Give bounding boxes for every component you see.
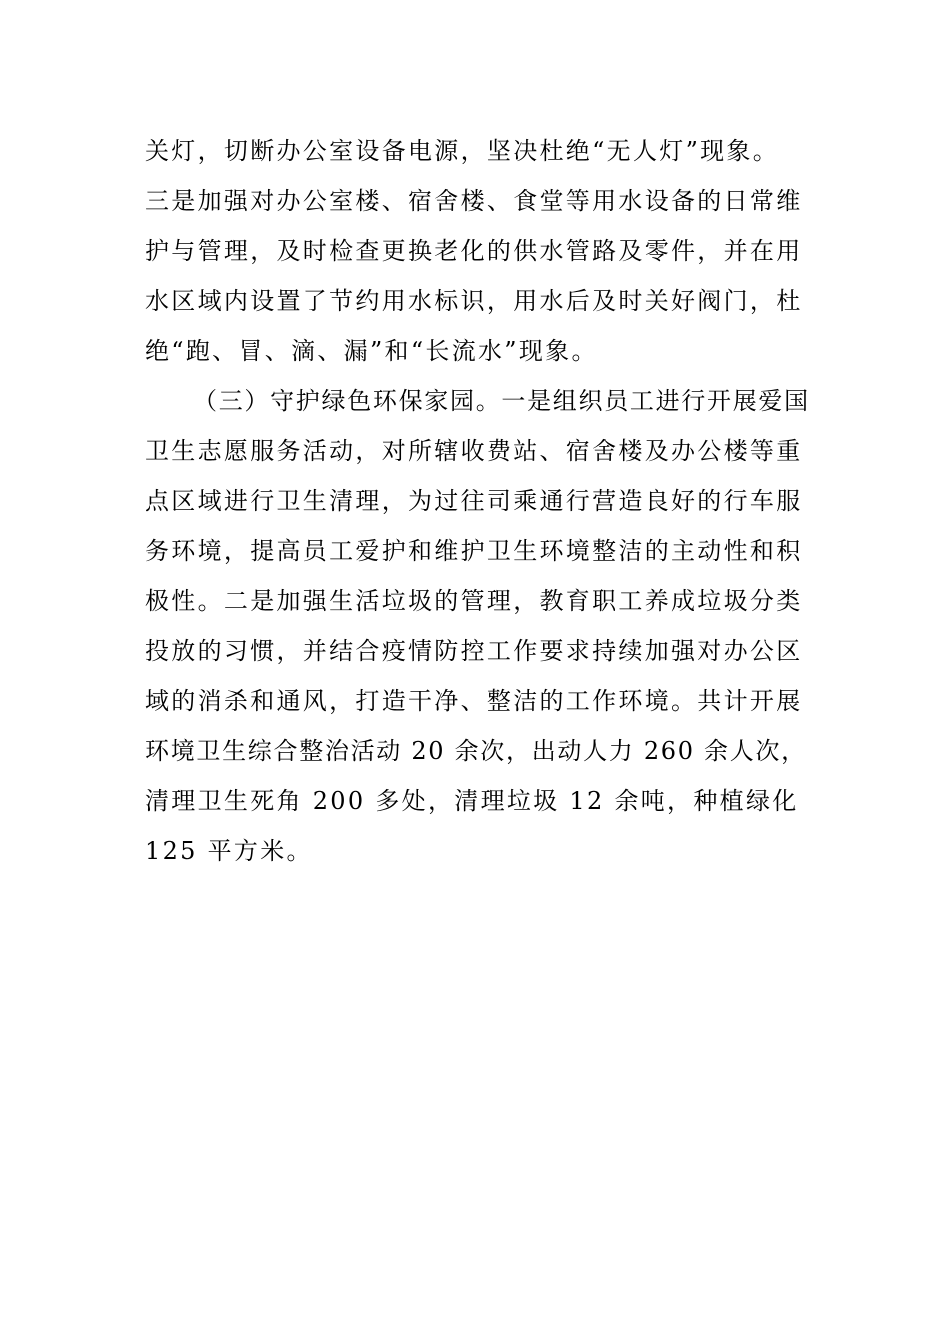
body-text: [145, 126, 810, 876]
text-line: 卫生志愿服务活动，对所辖收费站、宿舍楼及办公楼等重: [145, 437, 803, 465]
text-line: 三是加强对办公室楼、宿舍楼、食堂等用水设备的日常维: [145, 187, 803, 215]
text-line: 点区域进行卫生清理，为过往司乘通行营造良好的行车服: [145, 487, 803, 515]
text-line: 关灯，切断办公室设备电源，坚决杜绝“无人灯”现象。: [145, 137, 780, 165]
text-line: 极性。二是加强生活垃圾的管理，教育职工养成垃圾分类: [145, 587, 803, 615]
text-line: 水区域内设置了节约用水标识，用水后及时关好阀门，杜: [145, 287, 803, 315]
text-line: 护与管理，及时检查更换老化的供水管路及零件，并在用: [145, 237, 803, 265]
text-line: 务环境，提高员工爱护和维护卫生环境整洁的主动性和积: [145, 537, 803, 565]
section-heading-line: （三）守护绿色环保家园。一是组织员工进行开展爱国: [193, 387, 810, 415]
text-line: 绝“跑、冒、滴、漏”和“长流水”现象。: [145, 337, 598, 365]
text-line: 清理卫生死角 200 多处，清理垃圾 12 余吨，种植绿化: [145, 787, 799, 815]
text-line: 投放的习惯，并结合疫情防控工作要求持续加强对办公区: [145, 637, 803, 665]
text-line: 环境卫生综合整治活动 20 余次，出动人力 260 余人次，: [145, 737, 807, 765]
text-line: 域的消杀和通风，打造干净、整洁的工作环境。共计开展: [145, 687, 803, 715]
text-line: 125 平方米。: [145, 837, 313, 865]
